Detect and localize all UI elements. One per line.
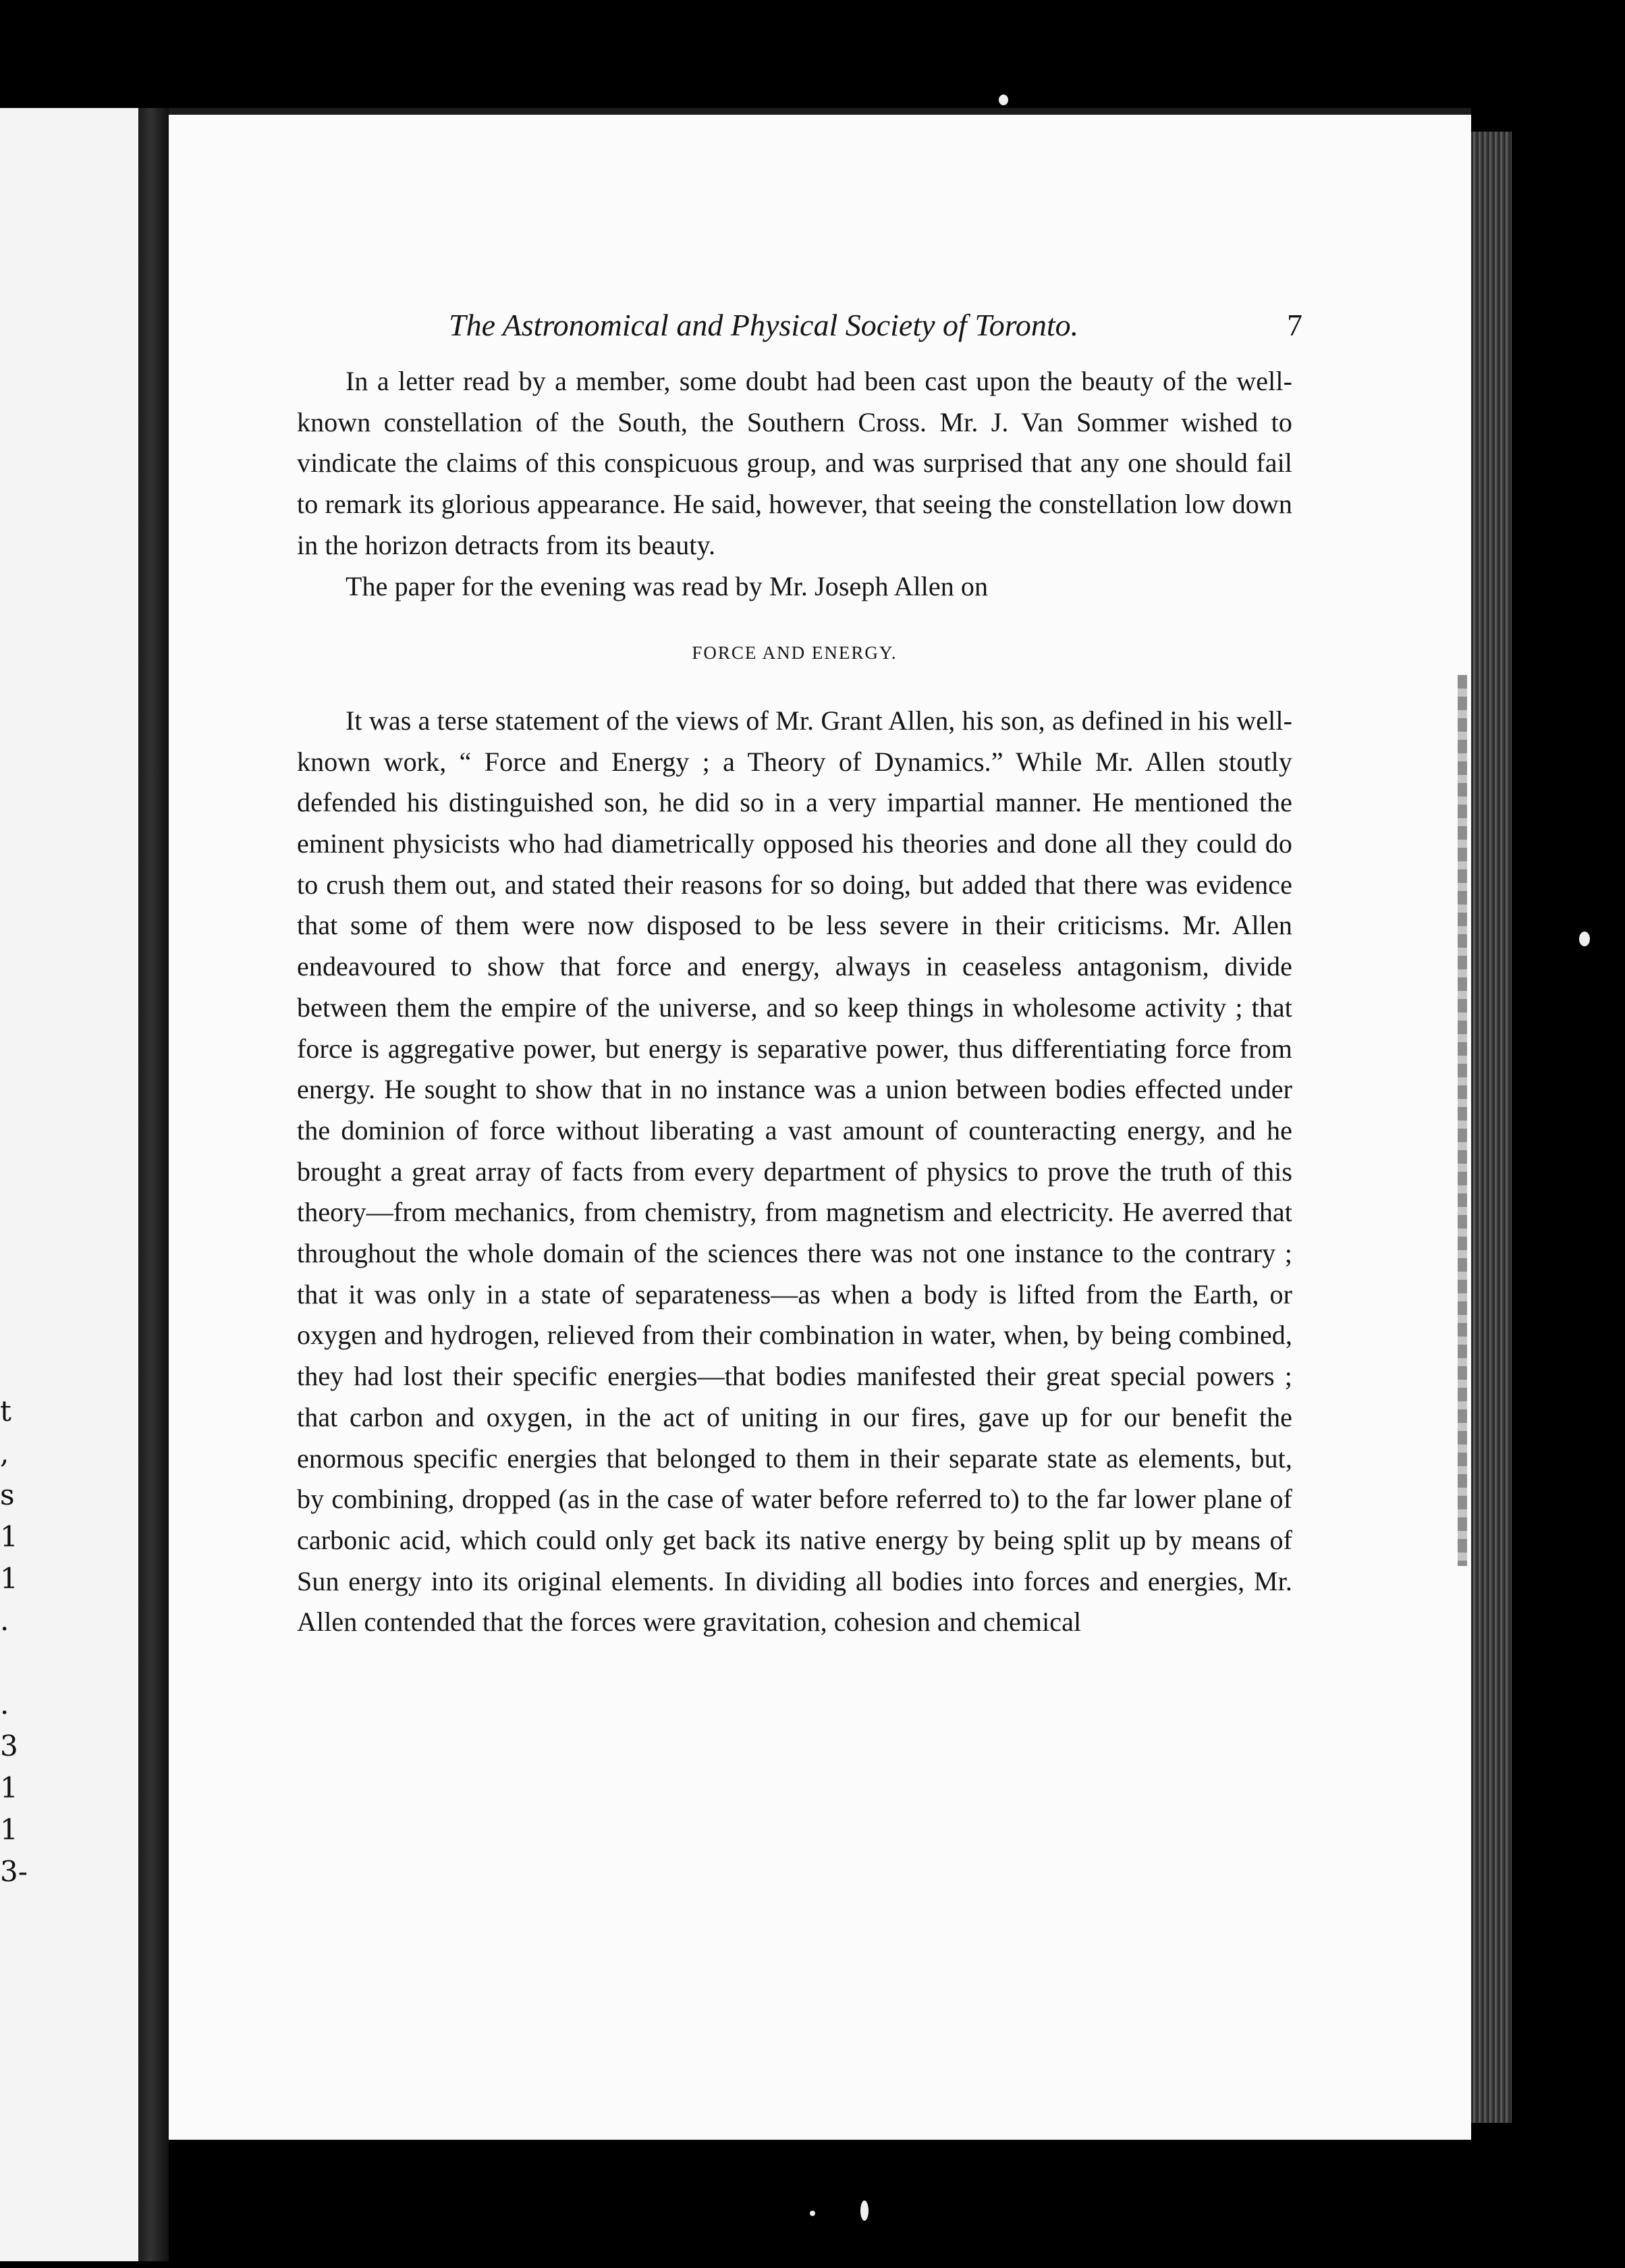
library-stamp-edge <box>1458 675 1467 1566</box>
section-heading: FORCE AND ENERGY. <box>692 643 898 664</box>
page-number: 7 <box>1287 308 1302 342</box>
page-stack-edge <box>1471 132 1512 2123</box>
running-title: The Astronomical and Physical Society of Toronto. <box>449 308 1079 342</box>
page-content <box>297 307 1302 1643</box>
previous-page-edge <box>0 108 138 2261</box>
paragraph-force-and-energy: It was a terse statement of the views of Mr. Grant Allen, his son, as defined in his well-known work, “ Force and Energy ; a Theory of Dynamics.” While Mr. Allen stoutly defended his distinguished son, he did so in a very impartial manner. He mentioned the eminent physicists who had diametrically opposed his theories and done all they could do to crush them out, and stated their reasons for so doing, but added that there was evidence that some of them were now disposed to be less severe in their criticisms. Mr. Allen endeavoured to show that force and energy, always in ceaseless antagonism, divide between them the empire of the universe, and so keep things in wholesome activity ; that force is aggregative power, but energy is separative power, thus differentiating force from energy. He sought to show that in no instance was a union between bodies effected under the dominion of force without liberating a vast amount of counteracting energy, and he brought a great array of facts from every department of physics to prove the truth of this theory—from mechanics, from chemistry, from magnetism and electricity. He averred that throughout the whole domain of the sciences there was not one instance to the contrary ; that it was only in a state of separateness—as when a body is lifted from the Earth, or oxygen and hydrogen, relieved from their combination in water, when, by being combined, they had lost their specific energies—that bodies manifested their great special powers ; that carbon and oxygen, in the act of uniting in our fires, gave up for our benefit the enormous specific energies that belonged to them in their separate state as elements, but, by combining, dropped (as in the case of water before referred to) to the far lower plane of carbonic acid, which could only get back its native energy by being split up by means of Sun energy into its original elements. In dividing all bodies into forces and energies, Mr. Allen contended that the forces were gravitation, cohesion and chemical <box>297 705 1292 1638</box>
dust-speck <box>860 2200 869 2221</box>
dust-speck <box>1579 932 1590 946</box>
previous-page-margin-fragments: t , s 1 1 . . 3 1 1 3- <box>0 1395 28 1888</box>
paragraph-paper-intro: The paper for the evening was read by Mr. Joseph Allen on <box>346 570 989 601</box>
dust-speck <box>810 2211 815 2216</box>
paragraph-southern-cross: In a letter read by a member, some doubt had been cast upon the beauty of the well-known constellation of the South, the Southern Cross. Mr. J. Van Sommer wished to vindicate the claims of this conspicuous group, and was surprised that any one should fail to remark its glorious appearance. He said, however, that seeing the constellation low down in the horizon detracts from its beauty. <box>297 366 1292 560</box>
running-header <box>297 307 1302 361</box>
dust-speck <box>999 94 1008 105</box>
book-gutter <box>138 108 169 2261</box>
